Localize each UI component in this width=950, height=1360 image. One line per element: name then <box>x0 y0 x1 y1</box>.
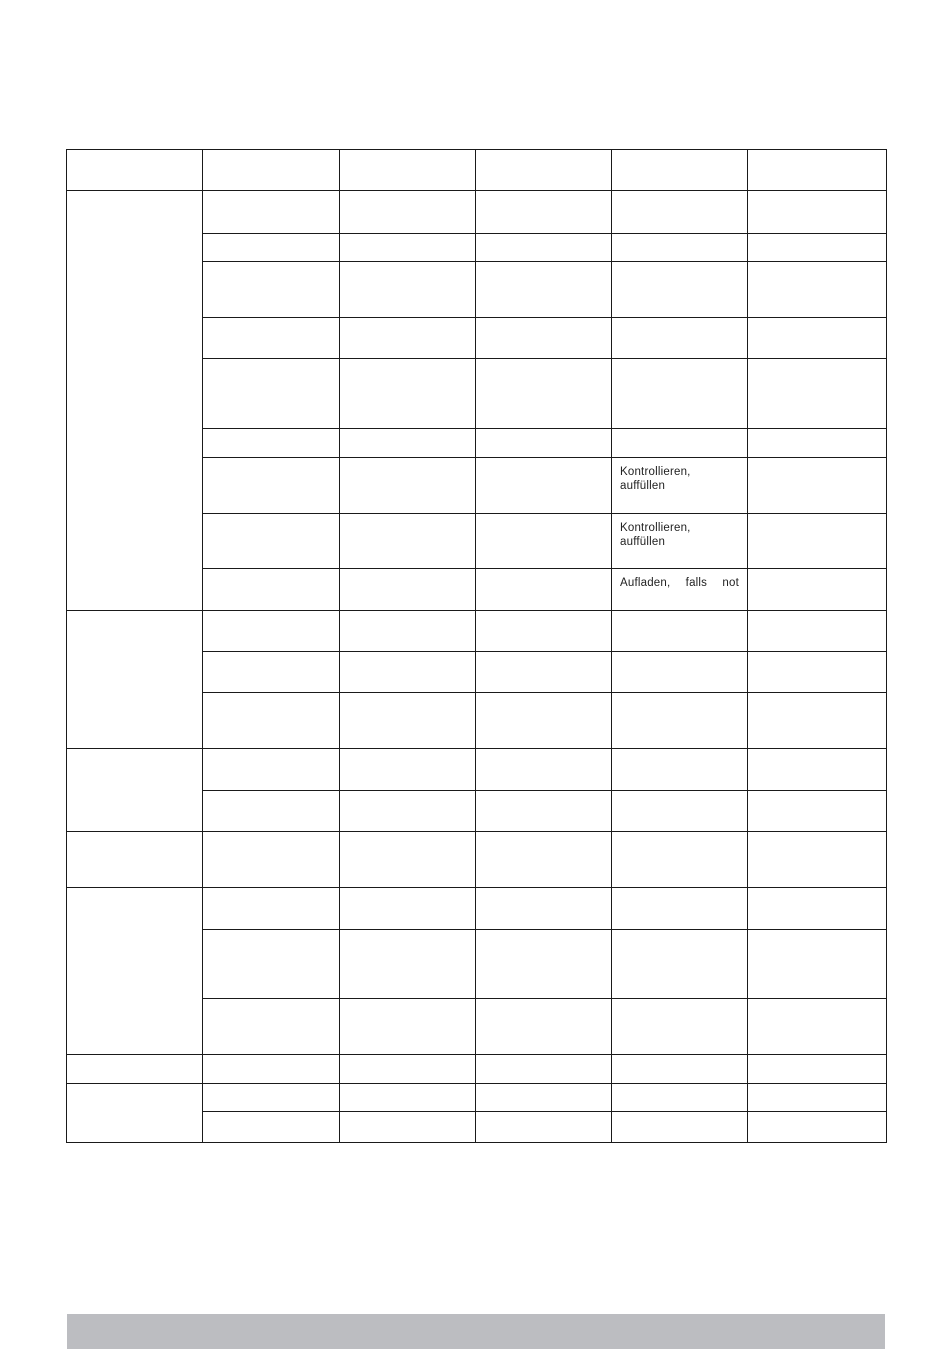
table-cell <box>747 998 887 1055</box>
table-cell <box>339 887 476 930</box>
table-cell <box>475 317 612 359</box>
table-cell <box>611 358 748 429</box>
table-cell <box>611 831 748 888</box>
table-cell <box>611 887 748 930</box>
cell-text: Aufladen, falls not <box>620 577 739 589</box>
table-cell <box>747 317 887 359</box>
maintenance-table <box>66 149 886 1142</box>
table-cell <box>339 358 476 429</box>
table-cell <box>339 261 476 318</box>
table-cell <box>202 190 340 234</box>
table-cell <box>747 831 887 888</box>
table-cell <box>202 1054 340 1084</box>
table-cell <box>747 610 887 652</box>
table-cell <box>611 428 748 458</box>
table-cell <box>475 748 612 791</box>
table-cell <box>202 261 340 318</box>
table-cell <box>747 358 887 429</box>
table-cell <box>747 233 887 262</box>
table-cell <box>611 568 748 611</box>
table-cell <box>747 692 887 749</box>
table-cell <box>747 1054 887 1084</box>
table-cell <box>475 358 612 429</box>
table-cell <box>475 610 612 652</box>
table-cell <box>339 513 476 569</box>
table-cell <box>475 1111 612 1143</box>
cell-text: Kontrollieren, auffüllen <box>620 522 691 548</box>
table-cell <box>611 998 748 1055</box>
table-cell <box>475 233 612 262</box>
group-label-cell <box>66 1054 203 1084</box>
table-cell <box>202 651 340 693</box>
table-cell <box>475 887 612 930</box>
table-cell <box>339 692 476 749</box>
table-cell <box>202 692 340 749</box>
table-cell <box>339 233 476 262</box>
table-cell <box>202 929 340 999</box>
table-cell <box>339 457 476 514</box>
table-cell <box>202 1111 340 1143</box>
table-cell <box>339 1083 476 1112</box>
table-cell <box>475 568 612 611</box>
table-cell <box>475 261 612 318</box>
table-cell <box>475 513 612 569</box>
table-cell <box>611 261 748 318</box>
footer-bar <box>67 1314 885 1349</box>
table-cell <box>611 457 748 514</box>
table-cell <box>747 748 887 791</box>
table-cell <box>747 929 887 999</box>
table-cell <box>202 790 340 832</box>
table-cell <box>202 887 340 930</box>
table-cell <box>339 568 476 611</box>
table-cell <box>339 998 476 1055</box>
table-cell <box>475 428 612 458</box>
table-cell <box>611 692 748 749</box>
table-cell <box>611 513 748 569</box>
table-cell <box>202 998 340 1055</box>
table-cell <box>611 190 748 234</box>
table-cell <box>475 1083 612 1112</box>
table-cell <box>611 233 748 262</box>
header-cell <box>611 149 748 191</box>
table-cell <box>202 513 340 569</box>
group-label-cell <box>66 1083 203 1143</box>
table-cell <box>475 457 612 514</box>
table-cell <box>339 610 476 652</box>
table-cell <box>339 790 476 832</box>
group-label-cell <box>66 610 203 749</box>
table-cell <box>202 233 340 262</box>
table-cell <box>475 998 612 1055</box>
table-cell <box>339 428 476 458</box>
group-label-cell <box>66 831 203 888</box>
table-cell <box>202 1083 340 1112</box>
table-cell <box>611 317 748 359</box>
header-cell <box>202 149 340 191</box>
table-cell <box>339 929 476 999</box>
table-cell <box>202 610 340 652</box>
table-cell <box>202 428 340 458</box>
table-cell <box>339 748 476 791</box>
table-cell <box>475 651 612 693</box>
table-cell <box>339 831 476 888</box>
table-cell <box>202 317 340 359</box>
table-cell <box>202 457 340 514</box>
table-cell <box>611 1054 748 1084</box>
table-cell <box>611 610 748 652</box>
table-cell <box>747 887 887 930</box>
header-cell <box>339 149 476 191</box>
table-cell <box>747 1083 887 1112</box>
table-cell <box>339 317 476 359</box>
group-label-cell <box>66 190 203 611</box>
table-cell <box>747 457 887 514</box>
table-cell <box>202 358 340 429</box>
table-cell <box>611 651 748 693</box>
table-cell <box>475 190 612 234</box>
table-cell <box>339 1054 476 1084</box>
group-label-cell <box>66 887 203 1055</box>
table-cell <box>475 790 612 832</box>
table-cell <box>747 261 887 318</box>
table-cell <box>475 929 612 999</box>
table-cell <box>475 831 612 888</box>
header-cell <box>475 149 612 191</box>
header-cell <box>747 149 887 191</box>
table-cell <box>611 1111 748 1143</box>
header-cell <box>66 149 203 191</box>
group-label-cell <box>66 748 203 832</box>
table-cell <box>747 428 887 458</box>
table-cell <box>202 748 340 791</box>
table-cell <box>747 651 887 693</box>
table-cell <box>611 748 748 791</box>
table-cell <box>202 831 340 888</box>
table-cell <box>339 651 476 693</box>
table-cell <box>747 190 887 234</box>
cell-text: Kontrollieren, auffüllen <box>620 466 691 492</box>
table-cell <box>475 1054 612 1084</box>
table-cell <box>339 190 476 234</box>
table-cell <box>747 568 887 611</box>
table-cell <box>611 929 748 999</box>
table-cell <box>747 513 887 569</box>
table-cell <box>475 692 612 749</box>
table-cell <box>747 1111 887 1143</box>
table-cell <box>611 790 748 832</box>
table-cell <box>747 790 887 832</box>
table-cell <box>611 1083 748 1112</box>
table-cell <box>202 568 340 611</box>
table-cell <box>339 1111 476 1143</box>
